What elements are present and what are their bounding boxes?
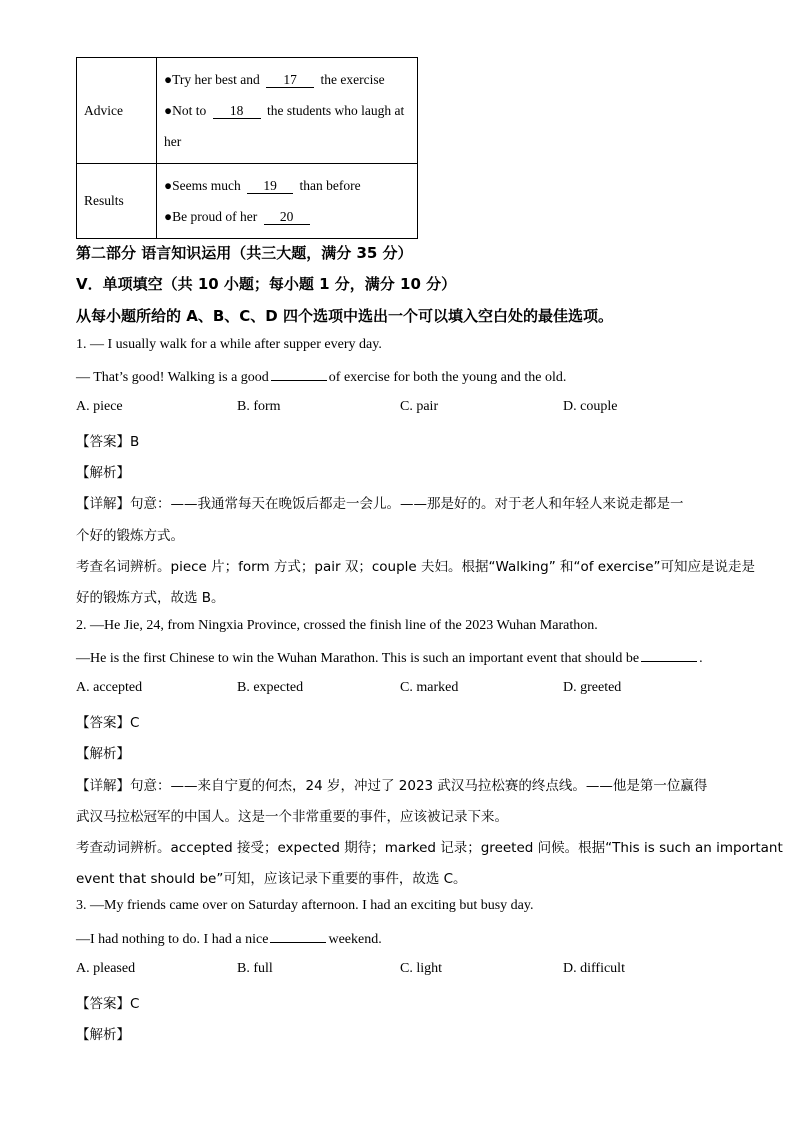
q1-line-1: 1. — I usually walk for a while after supper every day. — [76, 337, 382, 352]
q1-detail-3: 考查名词辨析。piece 片；form 方式；pair 双；couple 夫妇。根据“Walking” 和“of exercise”可知应是说走是 — [76, 559, 755, 575]
q2-blank — [641, 649, 697, 662]
q1-option-d: D. couple — [563, 399, 618, 414]
q1-answer: 【答案】B — [76, 434, 140, 450]
q1-detail-2: 个好的锻炼方式。 — [76, 528, 184, 544]
instruction: 从每小题所给的 A、B、C、D 四个选项中选出一个可以填入空白处的最佳选项。 — [76, 307, 613, 325]
q2-line-2: —He is the first Chinese to win the Wuhan Marathon. This is such an important event that should be . — [76, 651, 703, 666]
q1-option-b: B. form — [237, 399, 281, 414]
q3-option-b: B. full — [237, 961, 273, 976]
q3-option-c: C. light — [400, 961, 443, 976]
advice-line-3: her — [164, 134, 182, 149]
advice-line-1: ●Try her best and 17 the exercise — [164, 72, 385, 87]
q1-analysis: 【解析】 — [76, 465, 130, 481]
q2-option-d: D. greeted — [563, 680, 622, 695]
q2-answer: 【答案】C — [76, 715, 140, 731]
q3-answer: 【答案】C — [76, 996, 140, 1012]
q1-option-a: A. piece — [76, 399, 123, 414]
info-table — [76, 57, 418, 239]
part-heading: 第二部分 语言知识运用（共三大题，满分 35 分） — [76, 244, 413, 262]
results-line-2: ●Be proud of her 20 — [164, 201, 416, 232]
q1-option-c: C. pair — [400, 399, 439, 414]
q2-analysis: 【解析】 — [76, 746, 130, 762]
q3-option-d: D. difficult — [563, 961, 625, 976]
q2-option-a: A. accepted — [76, 680, 143, 695]
q1-blank — [271, 368, 327, 381]
advice-line-2: ●Not to 18 the students who laugh at — [164, 103, 405, 118]
q2-option-c: C. marked — [400, 680, 459, 695]
q3-blank — [270, 930, 326, 943]
q1-detail-4: 好的锻炼方式，故选 B。 — [76, 590, 225, 606]
blank-17: 17 — [266, 73, 314, 88]
table-row-results — [77, 164, 418, 239]
q3-line-1: 3. —My friends came over on Saturday afternoon. I had an exciting but busy day. — [76, 898, 534, 913]
q2-detail-1: 【详解】句意：——来自宁夏的何杰，24 岁，冲过了 2023 武汉马拉松赛的终点线。——他是第一位赢得 — [76, 778, 708, 794]
results-line-1: ●Seems much 19 than before — [164, 178, 361, 193]
q2-detail-2: 武汉马拉松冠军的中国人。这是一个非常重要的事件，应该被记录下来。 — [76, 809, 508, 825]
q3-option-a: A. pleased — [76, 961, 136, 976]
q3-analysis: 【解析】 — [76, 1027, 130, 1043]
q2-detail-4: event that should be”可知，应该记录下重要的事件，故选 C。 — [76, 871, 467, 887]
blank-18: 18 — [213, 104, 261, 119]
blank-20: 20 — [264, 210, 310, 225]
q1-line-2: — That’s good! Walking is a good of exercise for both the young and the old. — [76, 370, 567, 385]
advice-label: Advice — [77, 58, 157, 164]
results-content — [157, 164, 418, 239]
sub-heading: V．单项填空（共 10 小题；每小题 1 分，满分 10 分） — [76, 275, 457, 293]
q1-detail-1: 【详解】句意：——我通常每天在晚饭后都走一会儿。——那是好的。对于老人和年轻人来说走都是一 — [76, 496, 684, 512]
blank-19: 19 — [247, 179, 293, 194]
advice-content — [157, 58, 418, 164]
results-label: Results — [77, 164, 157, 239]
q2-detail-3: 考查动词辨析。accepted 接受；expected 期待；marked 记录；greeted 问候。根据“This is such an important — [76, 840, 783, 856]
q3-line-2: —I had nothing to do. I had a nice weekend. — [76, 932, 382, 947]
q2-option-b: B. expected — [237, 680, 304, 695]
q2-line-1: 2. —He Jie, 24, from Ningxia Province, crossed the finish line of the 2023 Wuhan Marathon. — [76, 618, 598, 633]
table-row-advice — [77, 58, 418, 164]
